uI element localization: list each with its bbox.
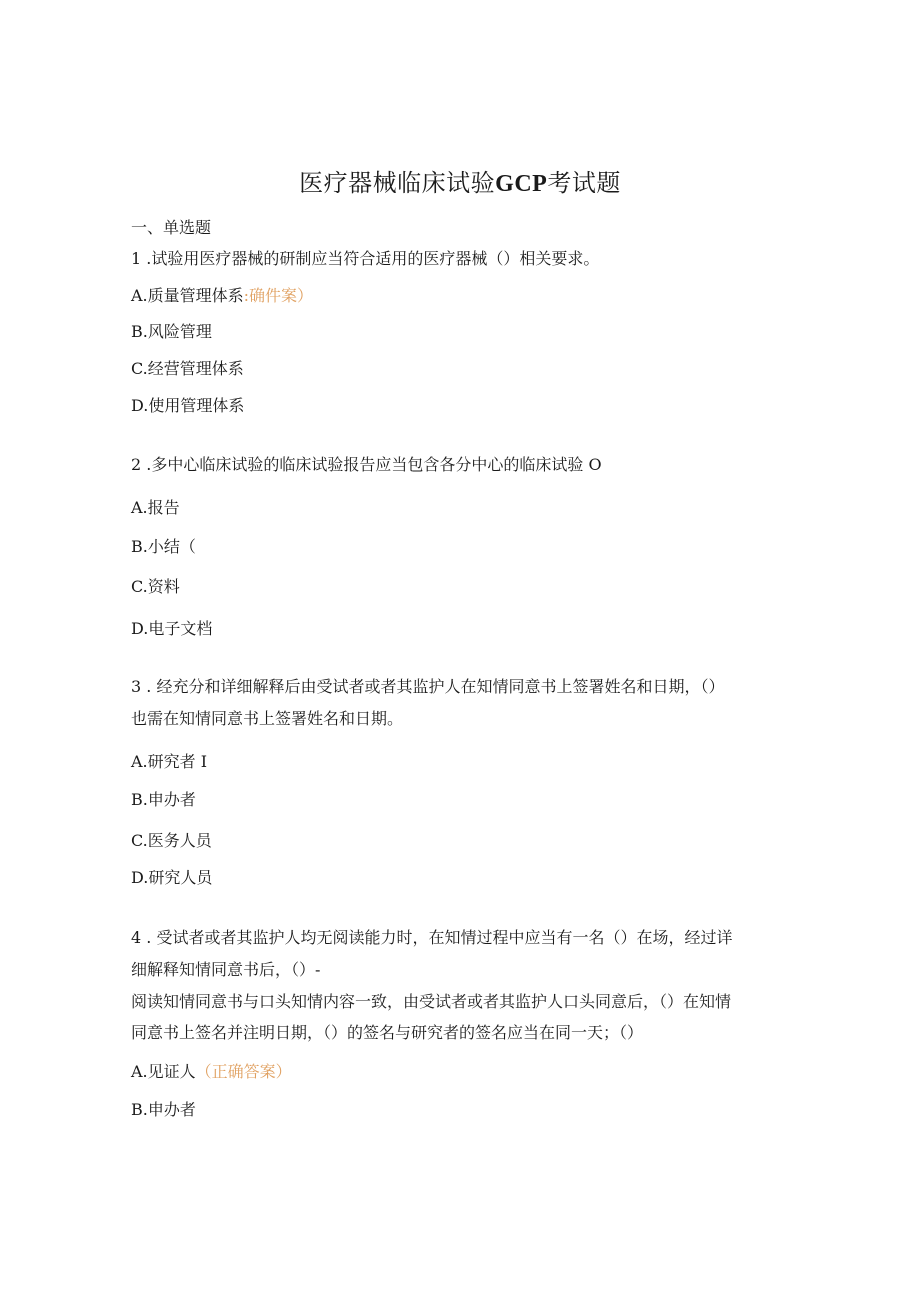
question-1-stem: 1 .试验用医疗器械的研制应当符合适用的医疗器械（）相关要求。 [131,249,600,268]
answer-mark: （正确答案） [195,1062,292,1081]
question-3-stem-line-1: 3 . 经充分和详细解释后由受试者或者其监护人在知情同意书上签署姓名和日期，（） [131,677,725,696]
question-4-stem-line-3: 阅读知情同意书与口头知情内容一致，由受试者或者其监护人口头同意后，（）在知情 [131,992,732,1011]
question-4-option-b: B.申办者 [131,1100,196,1119]
question-1-option-a [131,284,313,308]
question-2-option-b: B.小结（ [131,537,196,556]
question-4-stem-line-2: 细解释知情同意书后，（）- [131,960,321,979]
title-prefix: 医疗器械临床试验 [299,169,496,197]
question-1-option-d: D.使用管理体系 [131,396,245,415]
question-1-option-b: B.风险管理 [131,322,212,341]
page-title [0,163,920,198]
section-heading: 一、单选题 [131,218,212,237]
question-2-option-c: C.资料 [131,577,180,596]
question-3-stem-line-2: 也需在知情同意书上签署姓名和日期。 [131,709,404,728]
question-2-option-d: D.电子文档 [131,619,213,638]
option-text: A.见证人 [131,1062,196,1081]
option-text: A.质量管理体系 [131,286,244,305]
question-4-stem-line-4: 同意书上签名并注明日期，（）的签名与研究者的签名应当在同一天；（） [131,1023,644,1042]
question-3-option-b: B.申办者 [131,790,196,809]
question-3-option-a: A.研究者 I [131,752,208,771]
question-1-option-c: C.经营管理体系 [131,359,244,378]
question-3-option-c: C.医务人员 [131,831,212,850]
question-4-option-a [131,1060,292,1084]
question-2-option-a: A.报告 [131,498,180,517]
title-suffix: 考试题 [547,169,621,197]
question-2-stem: 2 .多中心临床试验的临床试验报告应当包含各分中心的临床试验 O [131,455,602,474]
title-gcp: GCP [495,171,548,197]
question-4-stem-line-1: 4 . 受试者或者其监护人均无阅读能力时，在知情过程中应当有一名（）在场，经过详 [131,928,733,947]
answer-mark: :确件案） [243,286,314,305]
question-3-option-d: D.研究人员 [131,868,213,887]
